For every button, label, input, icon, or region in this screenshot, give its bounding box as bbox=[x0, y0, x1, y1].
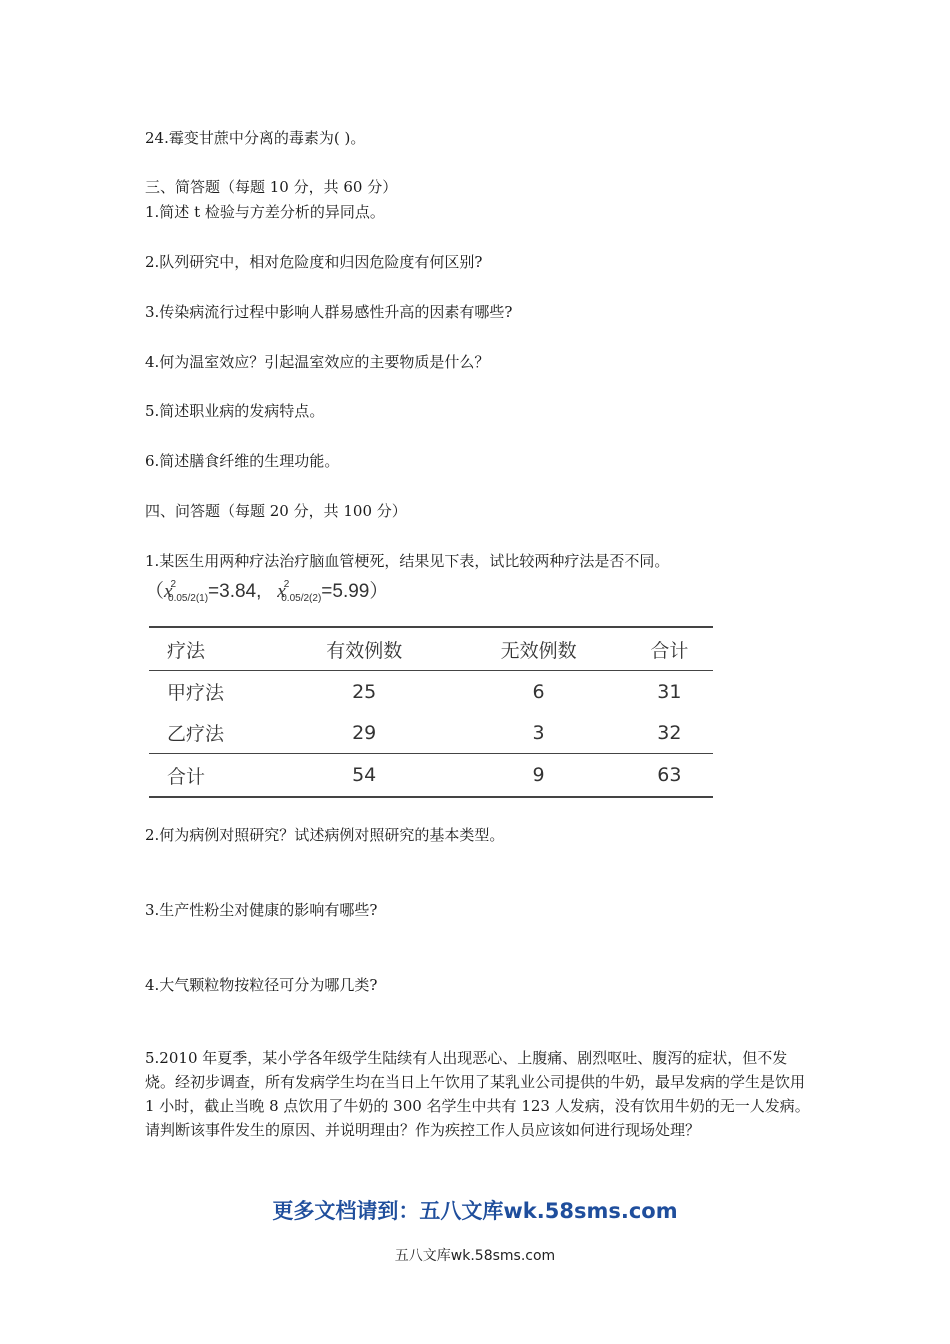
short-question-5: 5.简述职业病的发病特点。 bbox=[145, 402, 325, 420]
long-question-2: 2.何为病例对照研究？试述病例对照研究的基本类型。 bbox=[145, 826, 505, 844]
table-header-cell: 合计 bbox=[650, 639, 689, 662]
short-question-6: 6.简述膳食纤维的生理功能。 bbox=[145, 452, 340, 470]
short-question-4: 4.何为温室效应？引起温室效应的主要物质是什么？ bbox=[145, 353, 490, 371]
table-cell: 乙疗法 bbox=[167, 723, 225, 745]
table-header-cell: 无效例数 bbox=[500, 639, 577, 662]
table-header-cell: 有效例数 bbox=[326, 639, 403, 662]
table-cell: 63 bbox=[657, 764, 682, 786]
table-row bbox=[149, 712, 713, 754]
long-question-4: 4.大气颗粒物按粒径可分为哪几类? bbox=[145, 976, 378, 994]
table-cell: 合计 bbox=[167, 765, 206, 788]
long-question-5: 5.2010 年夏季，某小学各年级学生陆续有人出现恶心、上腹痛、剧烈呕吐、腹泻的症状，但不发烧。经初步调查，所有发病学生均在当日上午饮用了某乳业公司提供的牛奶，最早发病的学生是饮用 1 小时，截止当晚 8 点饮用了牛奶的 300 名学生中共有 123 人发病，没有饮用牛奶的无一人发病。请判断该事件发生的原因、并说明理由？作为疾控工作人员应该如何进行现场处理？ bbox=[145, 1049, 810, 1139]
table-total-row bbox=[149, 754, 713, 798]
table-cell: 54 bbox=[352, 764, 377, 786]
therapy-results-table bbox=[149, 626, 713, 798]
promo-link[interactable]: 更多文档请到：五八文库wk.58sms.com bbox=[272, 1199, 678, 1223]
short-question-2: 2.队列研究中，相对危险度和归因危险度有何区别? bbox=[145, 253, 483, 271]
chi-square-formula: （$x^2_{0.05/2(1)}=3.84$, $x^2_{0.05/2(2)}=5.99$） bbox=[145, 579, 389, 604]
table-cell: 31 bbox=[657, 680, 682, 703]
table-cell: 29 bbox=[352, 721, 377, 744]
question-24: 24.霉变甘蔗中分离的毒素为( )。 bbox=[145, 129, 366, 147]
table-header-row bbox=[149, 627, 713, 671]
table-row bbox=[149, 671, 713, 713]
table-cell: 3 bbox=[532, 721, 545, 744]
table-cell: 甲疗法 bbox=[167, 682, 225, 704]
table-cell: 32 bbox=[657, 721, 682, 744]
short-question-1: 1.简述 t 检验与方差分析的异同点。 bbox=[145, 203, 385, 221]
table-cell: 9 bbox=[532, 764, 545, 786]
section-4-heading: 四、问答题（每题 20 分，共 100 分） bbox=[145, 502, 407, 520]
table-cell: 25 bbox=[352, 680, 377, 703]
long-question-1: 1.某医生用两种疗法治疗脑血管梗死，结果见下表，试比较两种疗法是否不同。 bbox=[145, 552, 670, 570]
long-question-3: 3.生产性粉尘对健康的影响有哪些? bbox=[145, 901, 378, 919]
section-3-heading: 三、简答题（每题 10 分，共 60 分） bbox=[145, 178, 398, 196]
page-footer: 五八文库wk.58sms.com bbox=[394, 1248, 556, 1264]
table-header-cell: 疗法 bbox=[167, 639, 206, 662]
table-cell: 6 bbox=[532, 680, 545, 703]
short-question-3: 3.传染病流行过程中影响人群易感性升高的因素有哪些? bbox=[145, 303, 513, 321]
